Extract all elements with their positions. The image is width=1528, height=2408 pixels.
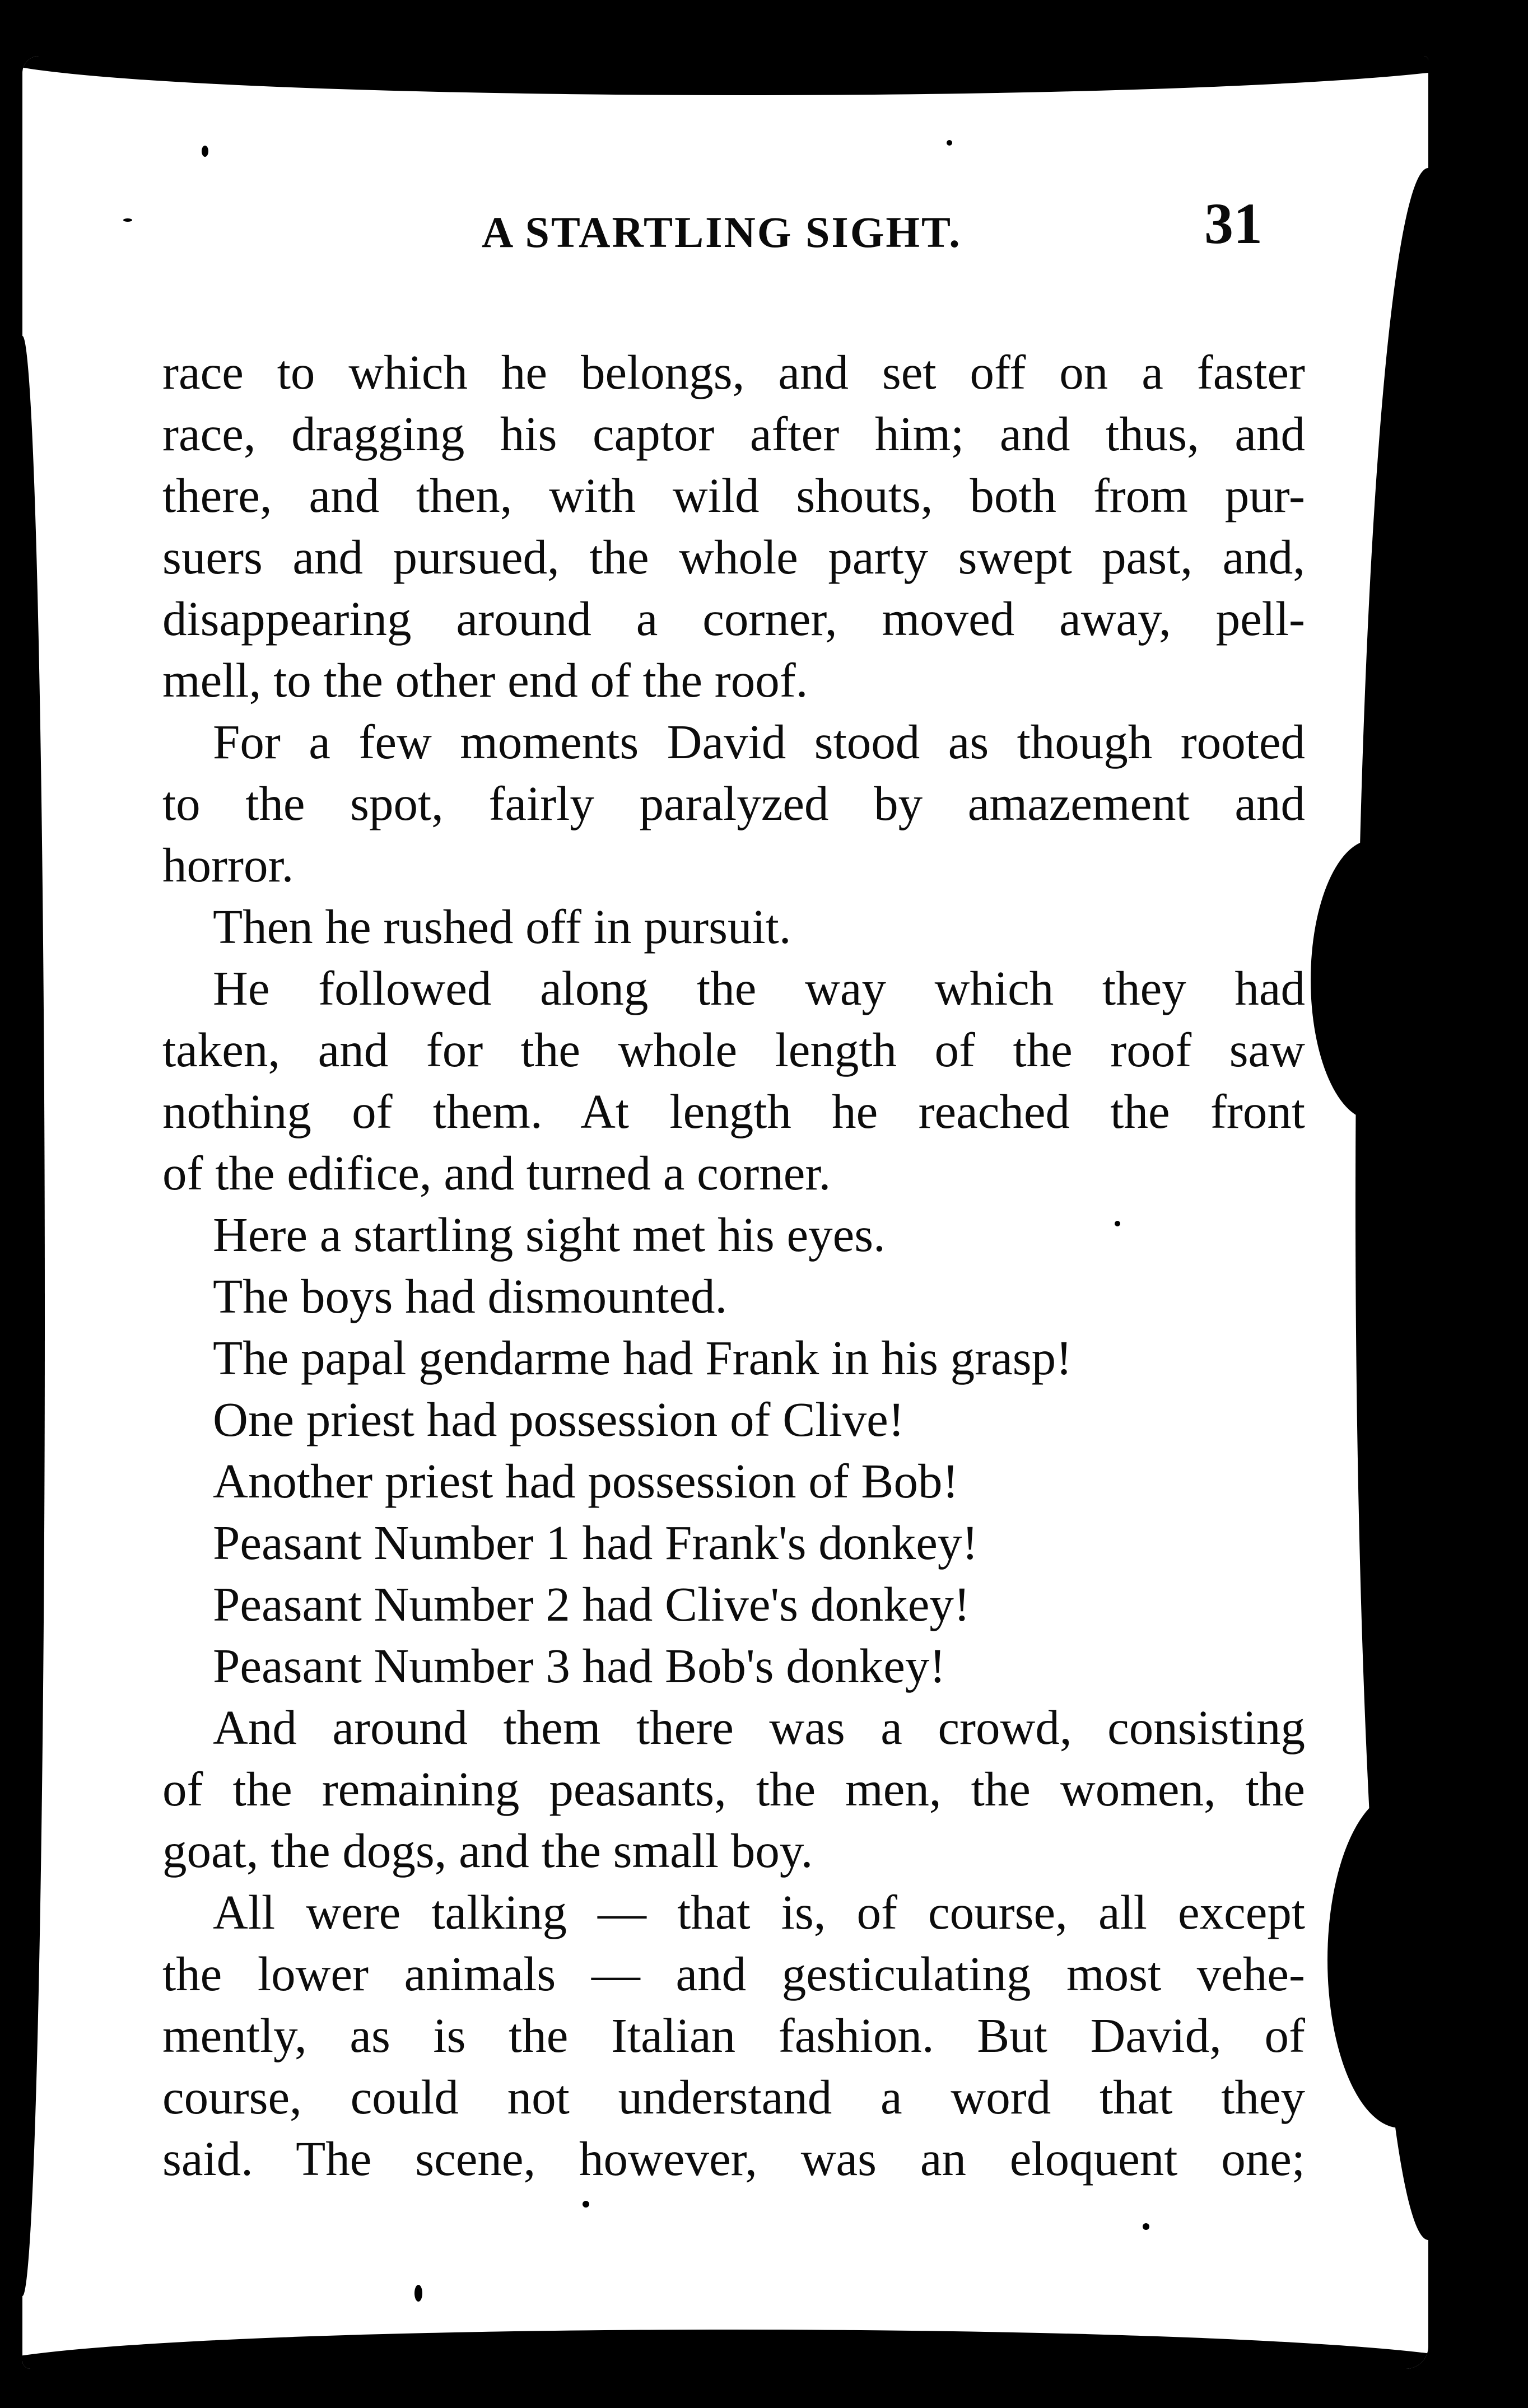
text-line: there, and then, with wild shouts, both from pur- (162, 468, 1305, 522)
text-line: Here a startling sight met his eyes. (213, 1207, 886, 1262)
text-line: Another priest had possession of Bob! (213, 1454, 959, 1508)
text-line: of the edifice, and turned a corner. (162, 1146, 831, 1200)
scan-speck (202, 146, 208, 157)
text-line: Peasant Number 2 had Clive's donkey! (213, 1577, 970, 1631)
text-line: suers and pursued, the whole party swept past, and, (162, 530, 1305, 584)
running-head: A STARTLING SIGHT. (482, 208, 962, 256)
text-line: course, could not understand a word that they (162, 2070, 1305, 2124)
text-line: goat, the dogs, and the small boy. (162, 1823, 813, 1878)
text-line: horror. (162, 838, 294, 892)
book-page (22, 56, 1428, 2369)
scan-speck (1143, 2223, 1149, 2230)
page-number: 31 (1204, 192, 1263, 256)
body-text (162, 342, 1305, 2190)
text-line: For a few moments David stood as though rooted (213, 715, 1305, 769)
text-line: said. The scene, however, was an eloquent one; (162, 2131, 1305, 2186)
bottom-edge-shadow (22, 2330, 1428, 2369)
top-edge-shadow (22, 56, 1428, 95)
page-header (22, 185, 1428, 269)
text-line: Peasant Number 1 had Frank's donkey! (213, 1515, 979, 1570)
text-line: Then he rushed off in pursuit. (213, 899, 791, 954)
text-line: to the spot, fairly paralyzed by amazement and (162, 776, 1305, 830)
text-line: nothing of them. At length he reached the front (162, 1084, 1305, 1138)
text-line: He followed along the way which they had (213, 961, 1305, 1015)
text-line: mell, to the other end of the roof. (162, 653, 808, 707)
scan-speck (947, 140, 952, 146)
text-line: disappearing around a corner, moved away, pell- (162, 591, 1305, 646)
text-line: of the remaining peasants, the men, the women, the (162, 1762, 1305, 1816)
text-line: All were talking — that is, of course, all except (213, 1885, 1305, 1939)
text-line: And around them there was a crowd, consisting (213, 1700, 1305, 1754)
text-line: race to which he belongs, and set off on a faster (162, 345, 1305, 399)
text-line: the lower animals — and gesticulating most vehe- (162, 1947, 1305, 2001)
scan-speck (583, 2201, 589, 2208)
text-line: One priest had possession of Clive! (213, 1392, 905, 1446)
right-edge-blot (1311, 840, 1428, 1120)
text-line: Peasant Number 3 had Bob's donkey! (213, 1639, 946, 1693)
text-line: The boys had dismounted. (213, 1269, 728, 1323)
text-line: taken, and for the whole length of the roof saw (162, 1023, 1305, 1077)
left-edge-shadow (22, 336, 45, 2296)
text-line: race, dragging his captor after him; and thus, and (162, 407, 1305, 461)
text-line: The papal gendarme had Frank in his grasp! (213, 1331, 1073, 1385)
text-line: mently, as is the Italian fashion. But David, of (162, 2008, 1305, 2062)
scan-speck (414, 2285, 422, 2302)
right-edge-blot-lower (1327, 1792, 1428, 2128)
